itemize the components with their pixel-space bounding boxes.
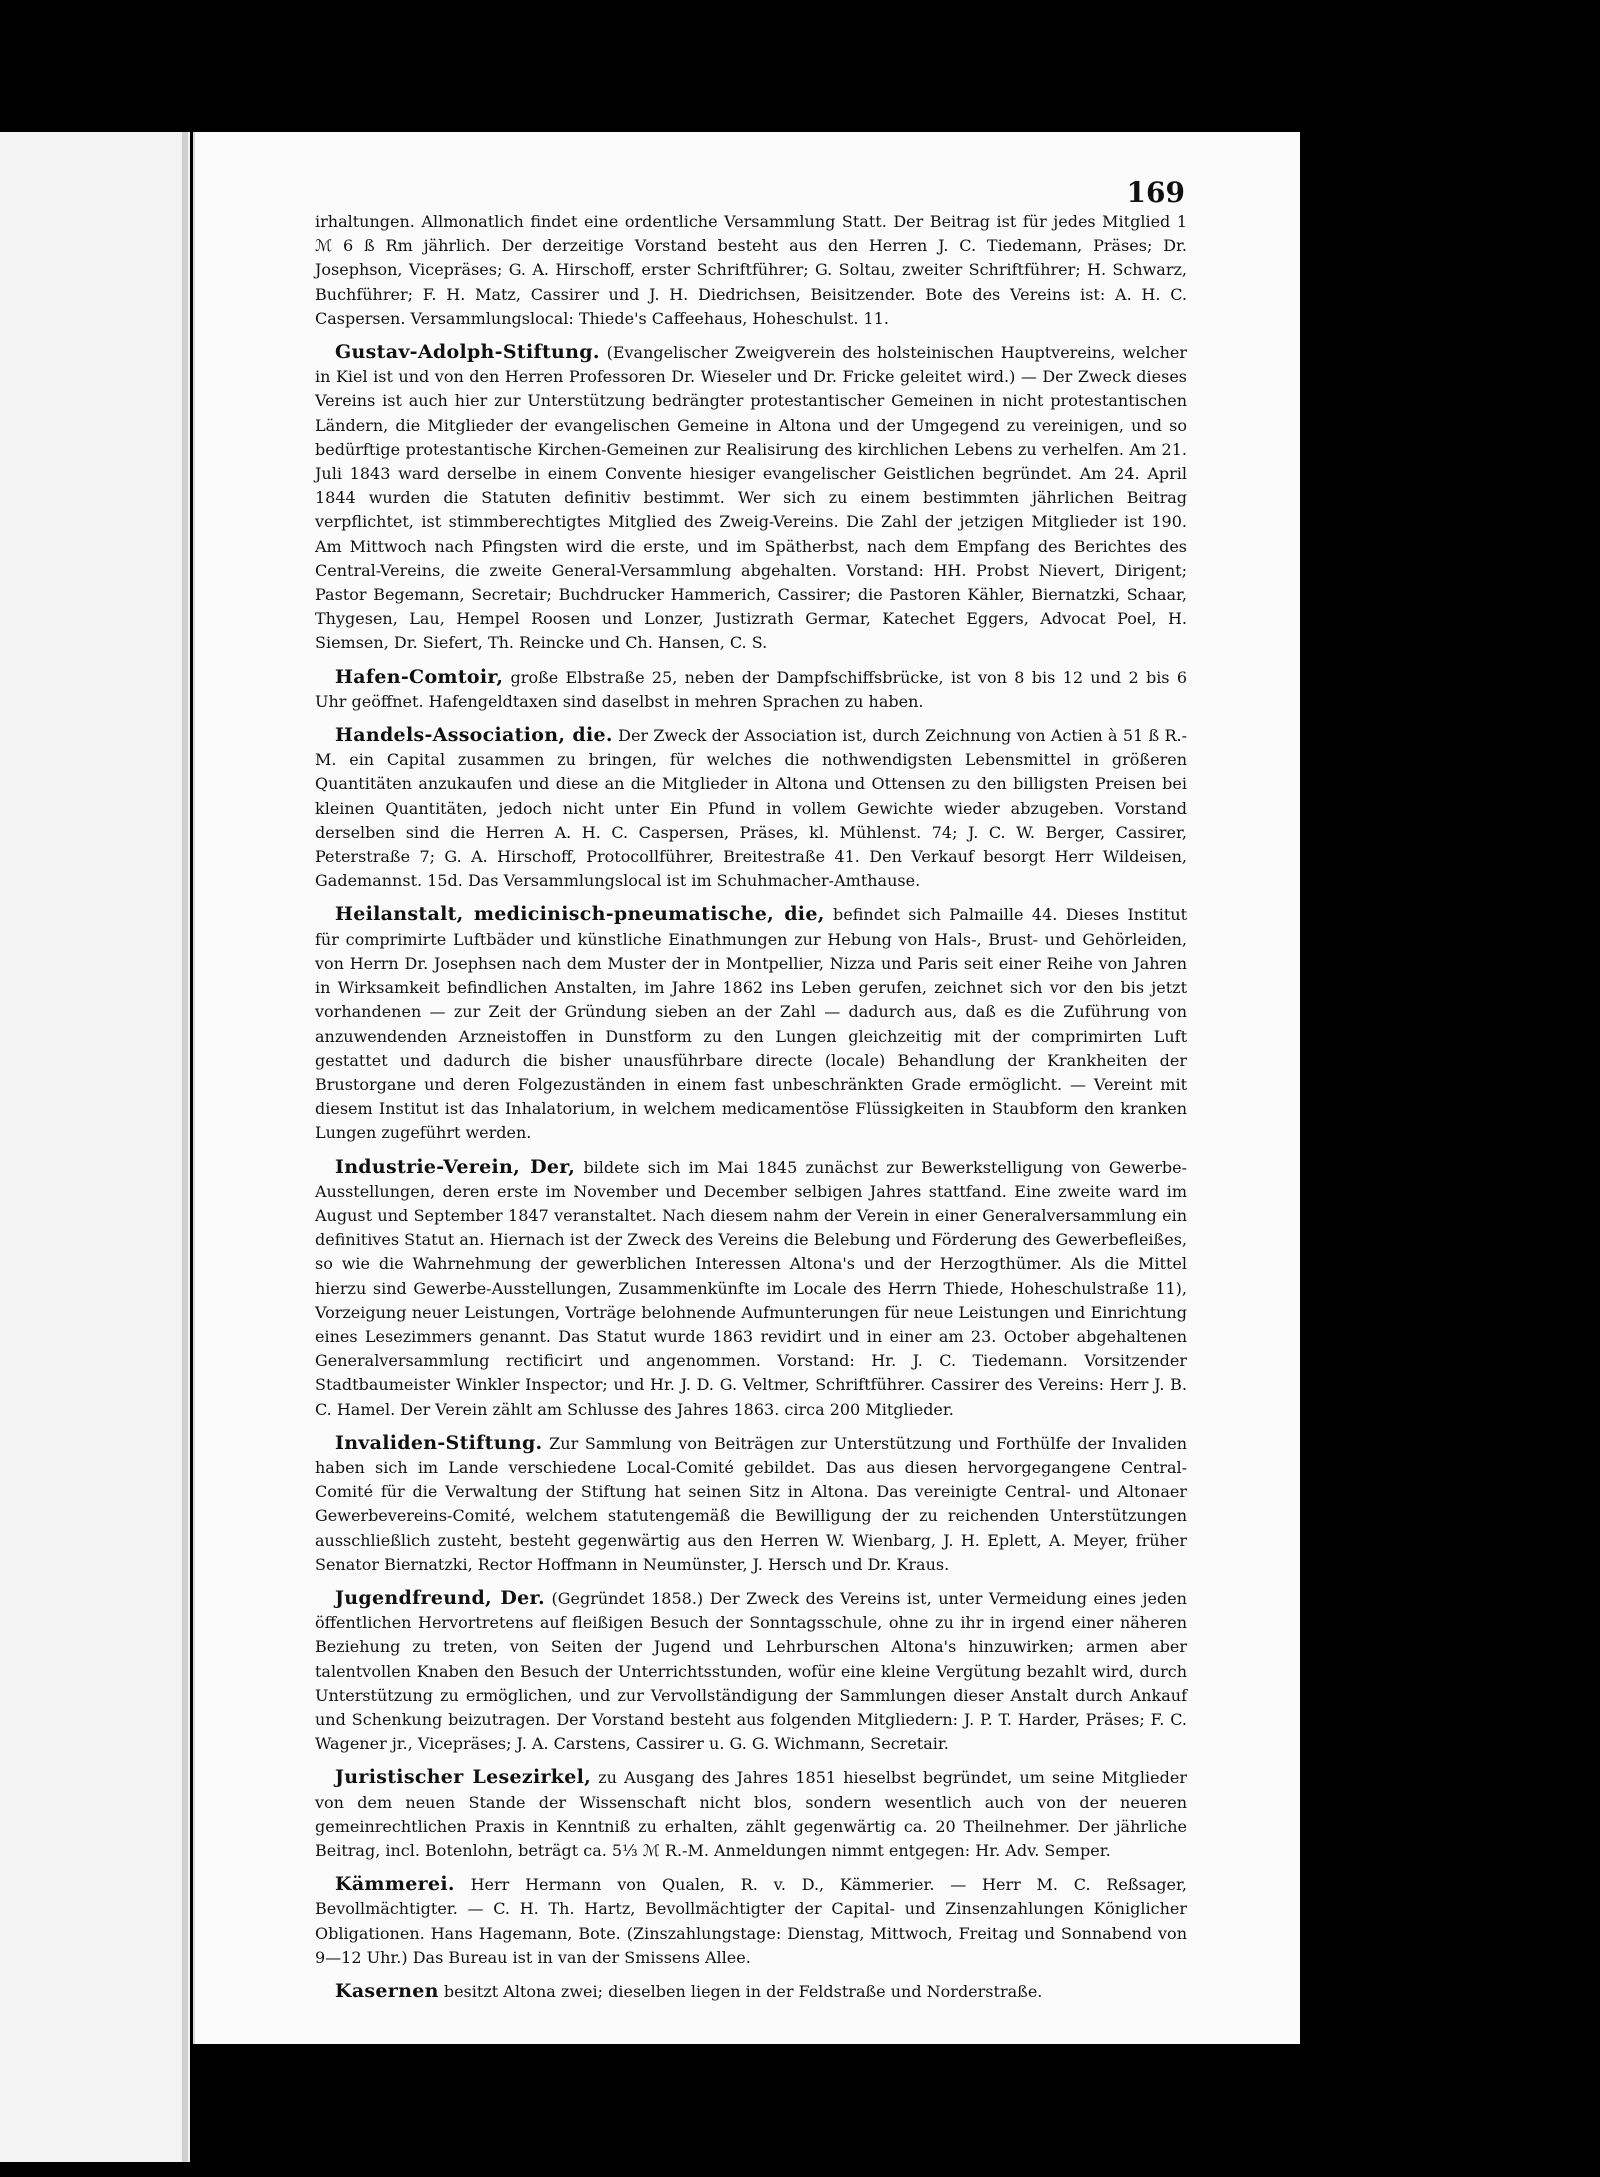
document-page bbox=[193, 132, 1300, 2044]
entry-heading: Gustav-Adolph-Stiftung. bbox=[335, 341, 600, 364]
entry-text: irhaltungen. Allmonatlich findet eine ordentliche Versammlung Statt. Der Beitrag ist für jedes Mitglied 1 ℳ 6 ß Rm jährlich. Der derzeitige Vorstand besteht aus den Herren J. C. Tiedemann, Präses; Dr. Josephson, Vicepräses; G. A. Hirschoff, erster Schriftführer; G. Soltau, zweiter Schriftführer; H. Schwarz, Buchführer; F. H. Matz, Cassirer und J. H. Diedrichsen, Beisitzender. Bote des Vereins ist: A. H. C. Caspersen. Versammlungslocal: Thiede's Caffeehaus, Hoheschulst. 11. bbox=[315, 212, 1187, 328]
entry-text: Zur Sammlung von Beiträgen zur Unterstützung und Forthülfe der Invaliden haben sich im Lande verschiedene Local-Comité gebildet. Das aus diesen hervorgegangene Central-Comité für die Verwaltung der Stiftung hat seinen Sitz in Altona. Das vereinigte Central- und Altonaer Gewerbevereins-Comité, welchem statutengemäß die Bewilligung der zu reichenden Unterstützungen ausschließlich zusteht, besteht gegenwärtig aus den Herren W. Wienbarg, J. H. Eplett, A. Meyer, früher Senator Biernatzki, Rector Hoffmann in Neumünster, J. Hersch und Dr. Kraus. bbox=[315, 1433, 1188, 1574]
entry-gustav-adolph-stiftung bbox=[315, 340, 1187, 656]
entry-heading: Handels-Association, die. bbox=[335, 724, 613, 747]
entry-industrie-verein bbox=[315, 1155, 1187, 1422]
entry-hafen-comtoir bbox=[315, 665, 1187, 714]
entry-text: große Elbstraße 25, neben der Dampfschiffsbrücke, ist von 8 bis 12 und 2 bis 6 Uhr geöffnet. Hafengeldtaxen sind daselbst in mehren Sprachen zu haben. bbox=[315, 667, 1188, 711]
entry-jugendfreund bbox=[315, 1586, 1187, 1756]
entry-heading: Hafen-Comtoir, bbox=[335, 665, 504, 688]
entry-heading: Kämmerei. bbox=[335, 1873, 455, 1896]
entry-heilanstalt bbox=[315, 902, 1187, 1145]
entry-text: Herr Hermann von Qualen, R. v. D., Kämmerier. — Herr M. C. Reßsager, Bevollmächtigter. — C. H. Th. Hartz, Bevollmächtigter der Capital- und Zinsenzahlungen Königlicher Obligationen. Hans Hagemann, Bote. (Zinszahlungstage: Dienstag, Mittwoch, Freitag und Sonnabend von 9—12 Uhr.) Das Bureau ist in van der Smissens Allee. bbox=[315, 1875, 1187, 1967]
page-content bbox=[315, 170, 1187, 2013]
entry-text: Der Zweck der Association ist, durch Zeichnung von Actien à 51 ß R.-M. ein Capital zusammen zu bringen, für welches die nothwendigsten Lebensmittel in größeren Quantitäten anzukaufen und diese an die Mitglieder in Altona und Ottensen zu den billigsten Preisen bei kleinen Quantitäten, jedoch nicht unter Ein Pfund in vollem Gewichte wieder abzugeben. Vorstand derselben sind die Herren A. H. C. Caspersen, Präses, kl. Mühlenst. 74; J. C. W. Berger, Cassirer, Peterstraße 7; G. A. Hirschoff, Protocollführer, Breitestraße 41. Den Verkauf besorgt Herr Wildeisen, Gademannst. 15d. Das Versammlungslocal ist im Schuhmacher-Amthause. bbox=[315, 726, 1188, 891]
entry-heading: Heilanstalt, medicinisch-pneumatische, die, bbox=[335, 903, 825, 926]
entry-juristischer-lesezirkel bbox=[315, 1765, 1187, 1863]
entry-text: besitzt Altona zwei; dieselben liegen in der Feldstraße und Norderstraße. bbox=[443, 1982, 1043, 2002]
entry-heading: Invaliden-Stiftung. bbox=[335, 1431, 543, 1454]
left-page-leaf bbox=[0, 132, 190, 2162]
book-gutter bbox=[182, 132, 188, 2162]
page-number: 169 bbox=[1126, 176, 1185, 209]
entry-text: befindet sich Palmaille 44. Dieses Institut für comprimirte Luftbäder und künstliche Einathmungen zur Hebung von Hals-, Brust- und Gehörleiden, von Herrn Dr. Josephsen nach dem Muster der in Montpellier, Nizza und Paris seit einer Reihe von Jahren in Wirksamkeit befindlichen Anstalten, im Jahre 1862 ins Leben gerufen, zeichnet sich vor den bis jetzt vorhandenen — zur Zeit der Gründung sieben an der Zahl — dadurch aus, daß es die Zuführung von anzuwendenden Arzneistoffen in Dunstform zu den Lungen gleichzeitig mit der comprimirten Luft gestattet und dadurch die bisher unausführbare directe (locale) Behandlung der Krankheiten der Brustorgane und deren Folgezuständen in einem fast unbeschränkten Grade ermöglicht. — Vereint mit diesem Institut ist das Inhalatorium, in welchem medicamentöse Flüssigkeiten in Staubform den kranken Lungen zugeführt werden. bbox=[315, 905, 1187, 1143]
entry-kaemmerei bbox=[315, 1872, 1187, 1970]
entry-text: (Evangelischer Zweigverein des holsteinischen Hauptvereins, welcher in Kiel ist und von den Herren Professoren Dr. Wieseler und Dr. Fricke geleitet wird.) — Der Zweck dieses Vereins ist auch hier zur Unterstützung bedrängter protestantischer Gemeinen in nicht protestantischen Ländern, die Mitglieder der evangelischen Gemeine in Altona und der Umgegend zu vereinigen, und so bedürftige protestantische Kirchen-Gemeinen zur Realisirung des kirchlichen Lebens zu verhelfen. Am 21. Juli 1843 ward derselbe in einem Convente hiesiger evangelischer Geistlichen begründet. Am 24. April 1844 wurden die Statuten definitiv bestimmt. Wer sich zu einem bestimmten jährlichen Beitrag verpflichtet, ist stimmberechtigtes Mitglied des Zweig-Vereins. Die Zahl der jetzigen Mitglieder ist 190. Am Mittwoch nach Pfingsten wird die erste, und im Spätherbst, nach dem Empfang des Berichtes des Central-Vereins, die zweite General-Versammlung abgehalten. Vorstand: HH. Probst Nievert, Dirigent; Pastor Begemann, Secretair; Buchdrucker Hammerich, Cassirer; die Pastoren Kähler, Biernatzki, Schaar, Thygesen, Lau, Hempel Roosen und Lonzer, Justizrath Germar, Katechet Eggers, Advocat Poel, H. Siemsen, Dr. Siefert, Th. Reincke und Ch. Hansen, C. S. bbox=[315, 343, 1187, 653]
entry-heading: Industrie-Verein, Der, bbox=[335, 1155, 576, 1178]
entry-handels-association bbox=[315, 723, 1187, 893]
entry-invaliden-stiftung bbox=[315, 1431, 1187, 1577]
entry-heading: Kasernen bbox=[335, 1980, 439, 2003]
entry-kasernen bbox=[315, 1979, 1187, 2004]
entry-text: zu Ausgang des Jahres 1851 hieselbst begründet, um seine Mitglieder von dem neuen Stande der Wissenschaft nicht blos, sondern wesentlich auch von der neueren gemeinrechtlichen Praxis in Kenntniß zu erhalten, zählt gegenwärtig ca. 20 Theilnehmer. Der jährliche Beitrag, incl. Botenlohn, beträgt ca. 5⅓ ℳ R.-M. Anmeldungen nimmt entgegen: Hr. Adv. Semper. bbox=[315, 1768, 1187, 1860]
entry-text: (Gegründet 1858.) Der Zweck des Vereins ist, unter Vermeidung eines jeden öffentlichen Hervortretens auf fleißigen Besuch der Sonntagsschule, ohne zu ihr in irgend einer näheren Beziehung zu treten, von Seiten der Jugend und Lehrburschen Altona's hinzuwirken; armen aber talentvollen Knaben den Besuch der Unterrichtsstunden, wofür eine kleine Vergütung bezahlt wird, durch Unterstützung zu ermöglichen, und zur Vervollständigung der Sammlungen dieser Anstalt durch Ankauf und Schenkung beizutragen. Der Vorstand besteht aus folgenden Mitgliedern: J. P. T. Harder, Präses; F. C. Wagener jr., Vicepräses; J. A. Carstens, Cassirer u. G. G. Wichmann, Secretair. bbox=[315, 1588, 1187, 1754]
entry-text: bildete sich im Mai 1845 zunächst zur Bewerkstelligung von Gewerbe-Ausstellungen, deren erste im November und December selbigen Jahres stattfand. Eine zweite ward im August und September 1847 veranstaltet. Nach diesem nahm der Verein in einer Generalversammlung ein definitives Statut an. Hiernach ist der Zweck des Vereins die Belebung und Förderung des Gewerbefleißes, so wie die Wahrnehmung der gewerblichen Interessen Altona's und der Herzogthümer. Als die Mittel hierzu sind Gewerbe-Ausstellungen, Zusammenkünfte im Locale des Herrn Thiede, Hoheschulstraße 11), Vorzeigung neuer Leistungen, Vorträge belohnende Aufmunterungen für neue Leistungen und Einrichtung eines Lesezimmers genannt. Das Statut wurde 1863 revidirt und in einer am 23. October abgehaltenen Generalversammlung rectificirt und angenommen. Vorstand: Hr. J. C. Tiedemann. Vorsitzender Stadtbaumeister Winkler Inspector; und Hr. J. D. G. Veltmer, Schriftführer. Cassirer des Vereins: Herr J. B. C. Hamel. Der Verein zählt am Schlusse des Jahres 1863. circa 200 Mitglieder. bbox=[315, 1157, 1188, 1419]
entry-heading: Jugendfreund, Der. bbox=[335, 1586, 545, 1609]
entry-heading: Juristischer Lesezirkel, bbox=[335, 1766, 592, 1789]
entry-continuation bbox=[315, 210, 1187, 331]
